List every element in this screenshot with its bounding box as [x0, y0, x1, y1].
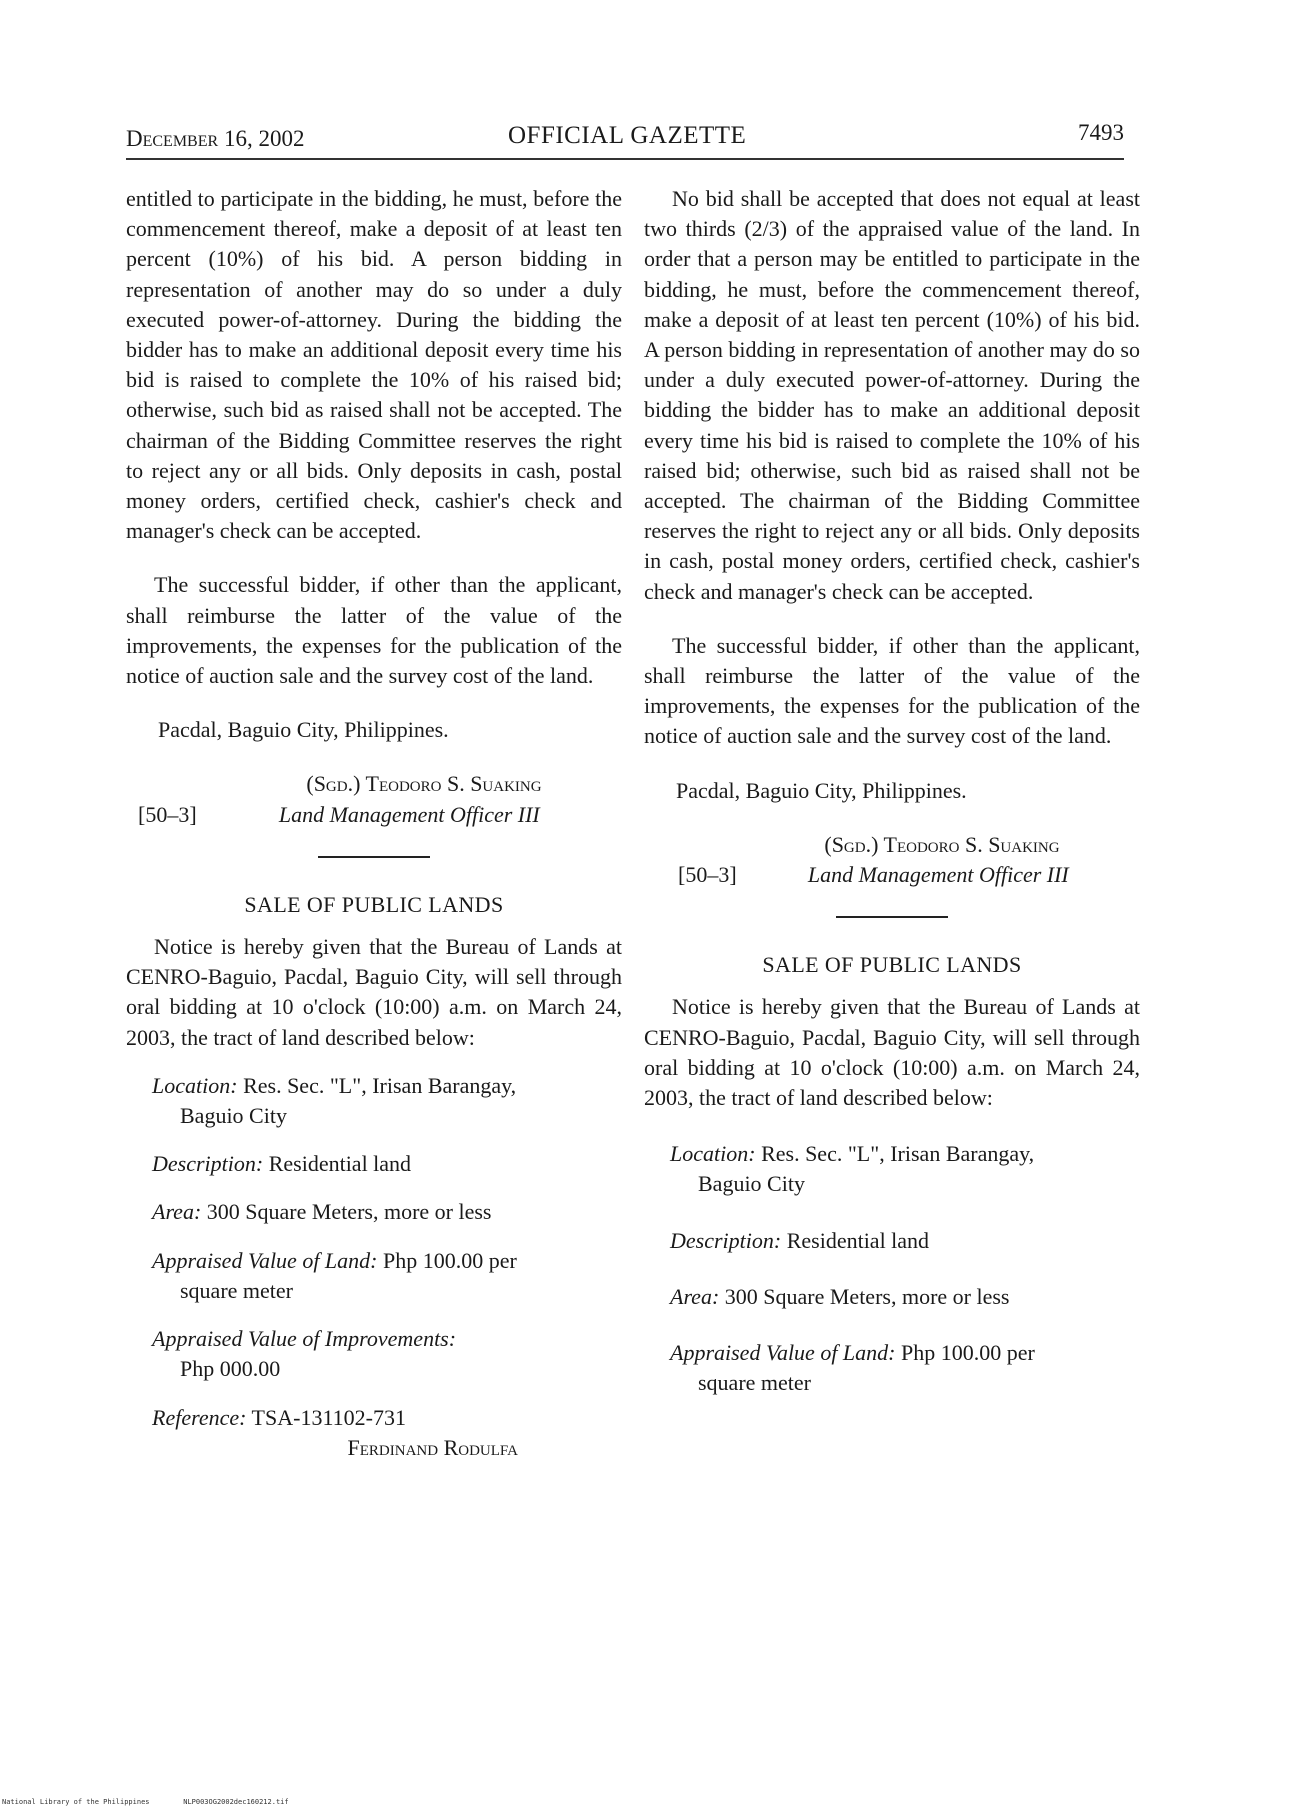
signatory: (Sgd.) Teodoro S. Suaking	[306, 771, 542, 797]
area-field: Area: 300 Square Meters, more or less	[152, 1199, 492, 1225]
signature-title-row	[126, 800, 622, 830]
notice-reference: [50–3]	[678, 862, 737, 888]
page-header	[126, 118, 1124, 158]
place-line: Pacdal, Baguio City, Philippines.	[158, 717, 449, 743]
section-heading: SALE OF PUBLIC LANDS	[762, 952, 1022, 978]
place-line: Pacdal, Baguio City, Philippines.	[676, 777, 967, 803]
continued-paragraph: entitled to participate in the bidding, he must, before the commencement thereof, make a deposit of at least ten percent (10%) of his bid. A person bidding in representation of another may do so under a duly executed power-of-attorney. During the bidding the bidder has to make an additional deposit every time his bid is raised to complete the 10% of his raised bid; otherwise, such bid as raised shall not be accepted. The chairman of the Bidding Committee reserves the right to reject any or all bids. Only deposits in cash, postal money orders, certified check, cashier's check and manager's check can be accepted.	[126, 186, 622, 544]
area-field: Area: 300 Square Meters, more or less	[670, 1283, 1010, 1309]
improvements-field: Appraised Value of Improvements: Php 000.00	[152, 1326, 457, 1382]
signatory-position: Land Management Officer III	[278, 801, 540, 827]
signatory: (Sgd.) Teodoro S. Suaking	[824, 831, 1060, 857]
first-paragraph: No bid shall be accepted that does not equal at least two thirds (2/3) of the appraised value of the land. In order that a person may be entitled to participate in the bidding, he must, before the commencement thereof, make a deposit of at least ten percent (10%) of his bid. A person bidding in representation of another may do so under a duly executed power-of-attorney. During the bidding the bidder has to make an additional deposit every time his bid is raised to complete the 10% of his raised bid; otherwise, such bid as raised shall not be accepted. The chairman of the Bidding Committee reserves the right to reject any or all bids. Only deposits in cash, postal money orders, certified check, cashier's check and manager's check can be accepted.	[644, 186, 1140, 604]
section-divider	[836, 916, 948, 918]
publication-title: OFFICIAL GAZETTE	[508, 122, 747, 149]
reference-field: Reference: TSA-131102-731	[152, 1404, 406, 1430]
reference-name: Ferdinand Rodulfa	[347, 1434, 518, 1460]
reimburse-paragraph: The successful bidder, if other than the applicant, shall reimburse the latter of the value of the improvements, the expenses for the publication of the notice of auction sale and the survey cost of the land.	[126, 572, 622, 689]
signature-block	[126, 769, 622, 799]
left-column	[126, 184, 622, 1463]
location-field: Location: Res. Sec. "L", Irisan Barangay, Baguio City	[670, 1141, 1035, 1197]
notice-reference: [50–3]	[138, 801, 197, 827]
signature-title-row	[644, 860, 1140, 890]
land-value-field: Appraised Value of Land: Php 100.00 per square meter	[152, 1247, 517, 1303]
header-rule	[126, 158, 1124, 160]
page-number: 7493	[1078, 120, 1124, 145]
location-field: Location: Res. Sec. "L", Irisan Barangay, Baguio City	[152, 1072, 517, 1129]
signature-block	[644, 830, 1140, 860]
reimburse-paragraph: The successful bidder, if other than the applicant, shall reimburse the latter of the value of the improvements, the expenses for the publication of the notice of auction sale and the survey cost of the land.	[644, 632, 1140, 749]
land-value-field: Appraised Value of Land: Php 100.00 per square meter	[670, 1340, 1035, 1396]
notice-paragraph: Notice is hereby given that the Bureau of Lands at CENRO-Baguio, Pacdal, Baguio City, will sell through oral bidding at 10 o'clock (10:00) a.m. on March 24, 2003, the tract of land described below:	[644, 994, 1140, 1111]
section-divider	[318, 856, 430, 858]
description-field: Description: Residential land	[152, 1151, 412, 1177]
scan-footer: National Library of the Philippines NLP003OG2002dec160212.tif	[2, 1798, 289, 1806]
notice-paragraph: Notice is hereby given that the Bureau of Lands at CENRO-Baguio, Pacdal, Baguio City, will sell through oral bidding at 10 o'clock (10:00) a.m. on March 24, 2003, the tract of land described below:	[126, 934, 622, 1050]
signatory-position: Land Management Officer III	[807, 862, 1069, 888]
issue-date: December 16, 2002	[126, 126, 305, 151]
right-column	[644, 184, 1140, 1399]
description-field: Description: Residential land	[670, 1227, 930, 1253]
section-heading: SALE OF PUBLIC LANDS	[244, 891, 504, 917]
